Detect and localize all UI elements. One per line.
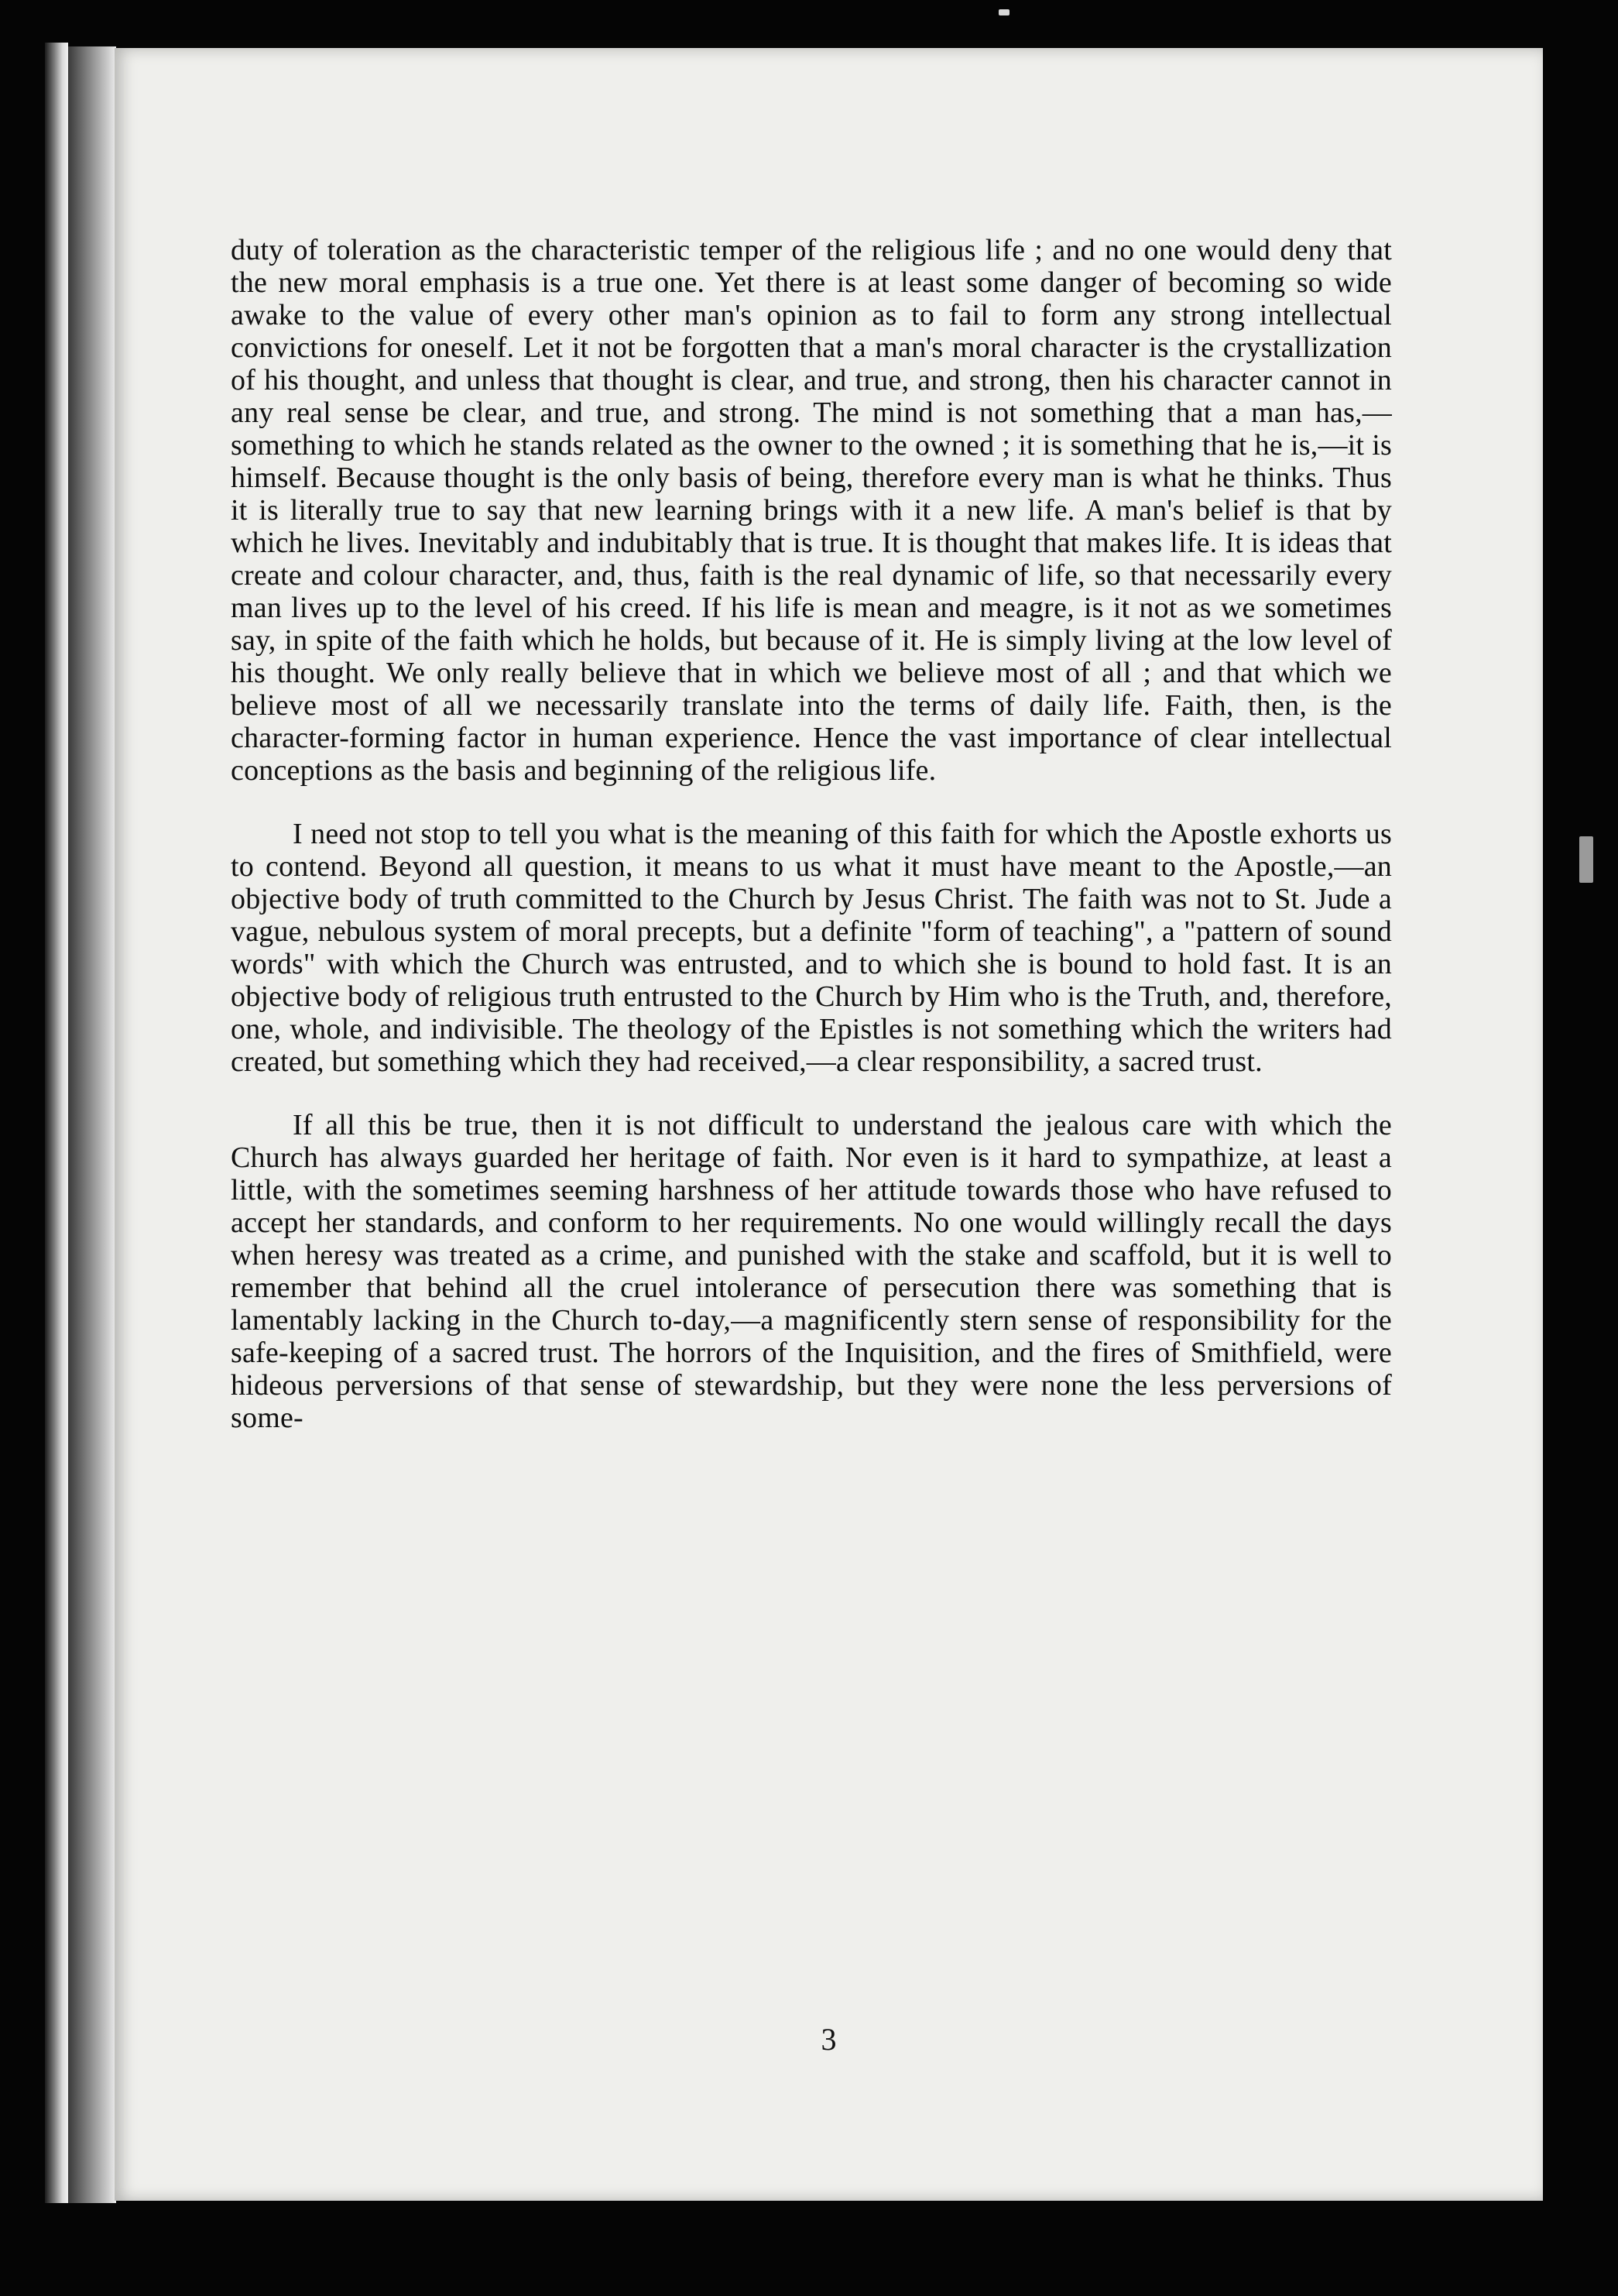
book-spine <box>45 43 68 2203</box>
page-number: 3 <box>821 2022 837 2057</box>
book-gutter <box>68 46 116 2203</box>
paragraph-1: duty of toleration as the characteristic temper of the religious life ; and no one would deny that the new moral emphasis is a true one. Yet there is at least some danger of becoming so wide awake to the value of every other man's opinion as to fail to form any strong intellectual convictions for oneself. Let it not be forgotten that a man's moral character is the crystallization of his thought, and unless that thought is clear, and true, and strong, then his character cannot in any real sense be clear, and true, and strong. The mind is not something that a man has,—something to which he stands related as the owner to the owned ; it is something that he is,—it is himself. Because thought is the only basis of being, therefore every man is what he thinks. Thus it is literally true to say that new learning brings with it a new life. A man's belief is that by which he lives. Inevitably and indubitably that is true. It is thought that makes life. It is ideas that create and colour character, and, thus, faith is the real dynamic of life, so that necessarily every man lives up to the level of his creed. If his life is mean and meagre, is it not as we sometimes say, in spite of the faith which he holds, but because of it. He is simply living at the low level of his thought. We only really believe that in which we believe most of all ; and that which we believe most of all we necessarily translate into the terms of daily life. Faith, then, is the character-forming factor in human experience. Hence the vast importance of clear intellectual conceptions as the basis and beginning of the religious life. <box>231 234 1392 787</box>
paragraph-2: I need not stop to tell you what is the meaning of this faith for which the Apostle exhorts us to contend. Beyond all question, it means to us what it must have meant to the Apostle,—an objective body of truth committed to the Church by Jesus Christ. The faith was not to St. Jude a vague, nebulous system of moral precepts, but a definite "form of teaching", a "pattern of sound words" with which the Church was entrusted, and to which she is bound to hold fast. It is an objective body of religious truth entrusted to the Church by Him who is the Truth, and, therefore, one, whole, and indivisible. The theology of the Epistles is not something which the writers had created, but something which they had received,—a clear responsibility, a sacred trust. <box>231 818 1392 1078</box>
book-page <box>115 48 1543 2201</box>
scan-speck <box>1579 836 1593 883</box>
paragraph-3: If all this be true, then it is not difficult to understand the jealous care with which the Church has always guarded her heritage of faith. Nor even is it hard to sympathize, at least a little, with the sometimes seeming harshness of her attitude towards those who have refused to accept her standards, and conform to her requirements. No one would willingly recall the days when heresy was treated as a crime, and punished with the stake and scaffold, but it is well to remember that behind all the cruel intolerance of persecution there was something that is lamentably lacking in the Church to-day,—a magnificently stern sense of responsibility for the safe-keeping of a sacred trust. The horrors of the Inquisition, and the fires of Smithfield, were hideous perversions of that sense of stewardship, but they were none the less perversions of some- <box>231 1109 1392 1434</box>
scan-speck <box>999 9 1010 15</box>
body-text <box>231 234 1392 1465</box>
